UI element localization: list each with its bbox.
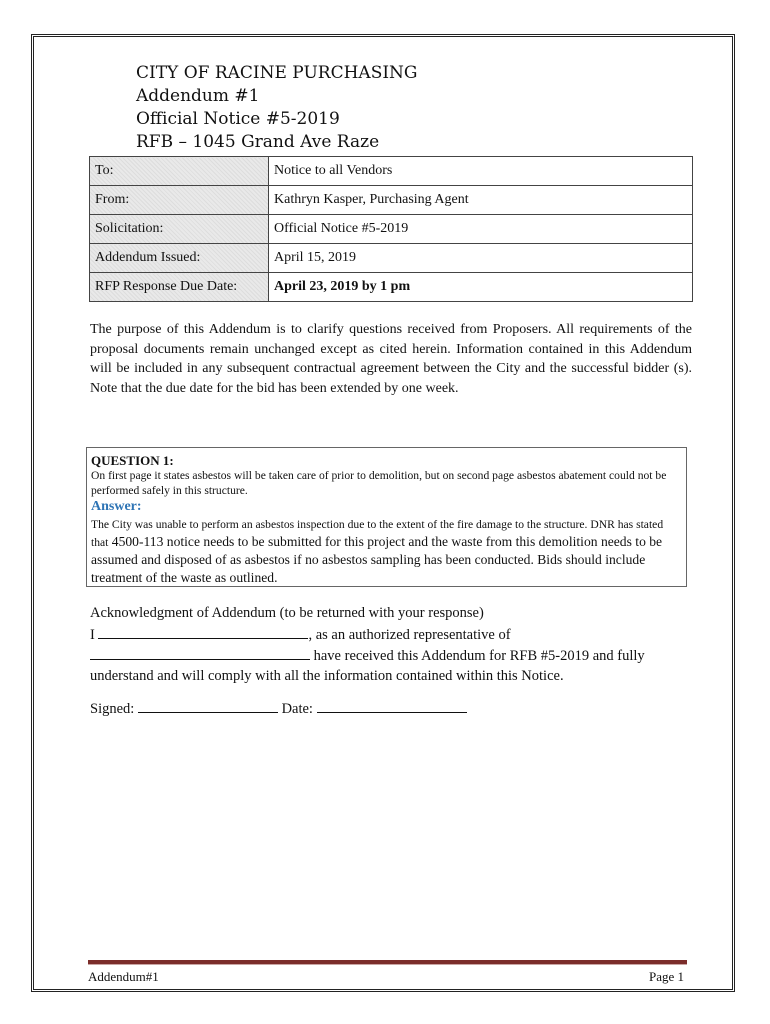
date-label: Date: (281, 701, 313, 717)
title-line-2: Addendum #1 (136, 86, 260, 106)
question-heading: QUESTION 1: (91, 453, 174, 468)
info-table (89, 156, 693, 302)
footer-document-name: Addendum#1 (88, 969, 159, 984)
answer-text-part-2: 4500-113 notice needs to be submitted for this project and the waste from this demolition needs to be assumed and disposed of as asbestos if no asbestos sampling has been conducted. Bids should include treatment of the waste as outlined. (91, 534, 663, 585)
question-text: On first page it states asbestos will be taken care of prior to demolition, but on second page asbestos abatement could not be performed safely in this structure. (91, 469, 667, 497)
footer-page-number: Page 1 (648, 969, 684, 984)
date-blank-line[interactable] (317, 698, 467, 713)
answer-text-part-1: The City was unable to perform an asbestos inspection due to the extent of the fire damage to the structure. DNR has stated that (91, 518, 664, 549)
signature-line (90, 698, 467, 718)
acknowledgment-representative-text: , as an authorized representative of (308, 626, 511, 643)
row-value: Notice to all Vendors (269, 157, 693, 186)
table-row (90, 273, 693, 302)
acknowledgment-company-line (90, 645, 694, 667)
row-label: RFP Response Due Date: (90, 273, 269, 302)
table-row (90, 244, 693, 273)
acknowledgment-name-line (90, 624, 694, 646)
row-value: April 15, 2019 (269, 244, 693, 273)
company-blank-line[interactable] (90, 645, 310, 660)
acknowledgment-title: Acknowledgment of Addendum (to be returned with your response) (90, 605, 484, 621)
signed-label: Signed: (90, 701, 135, 717)
row-value: Kathryn Kasper, Purchasing Agent (269, 186, 693, 215)
row-label: From: (90, 186, 269, 215)
name-blank-line[interactable] (98, 624, 308, 639)
row-label: Addendum Issued: (90, 244, 269, 273)
answer-text (91, 515, 682, 587)
table-row (90, 157, 693, 186)
row-label: Solicitation: (90, 215, 269, 244)
purpose-paragraph: The purpose of this Addendum is to clarify questions received from Proposers. All requirements of the proposal documents remain unchanged except as cited herein. Information contained in this Addendum will be included in any subsequent contractual agreement between the City and the successful bidder (s). Note that the due date for the bid has been extended by one week. (90, 322, 692, 396)
question-box (86, 447, 687, 587)
footer-divider (88, 960, 687, 965)
row-value: April 23, 2019 by 1 pm (269, 273, 693, 302)
acknowledgment-prefix: I (90, 626, 95, 643)
acknowledgment-section (90, 604, 694, 686)
row-value: Official Notice #5-2019 (269, 215, 693, 244)
document-title (136, 62, 418, 154)
table-row (90, 215, 693, 244)
row-label: To: (90, 157, 269, 186)
acknowledgment-comply-text: understand and will comply with all the information contained within this Notice. (90, 667, 564, 684)
answer-heading: Answer: (91, 499, 142, 514)
acknowledgment-received-text: have received this Addendum for RFB #5-2019 and fully (310, 648, 645, 664)
title-line-3: Official Notice #5-2019 (136, 109, 340, 129)
title-line-1: CITY OF RACINE PURCHASING (136, 63, 418, 83)
table-row (90, 186, 693, 215)
signature-blank-line[interactable] (138, 698, 278, 713)
title-line-4: RFB – 1045 Grand Ave Raze (136, 132, 380, 152)
